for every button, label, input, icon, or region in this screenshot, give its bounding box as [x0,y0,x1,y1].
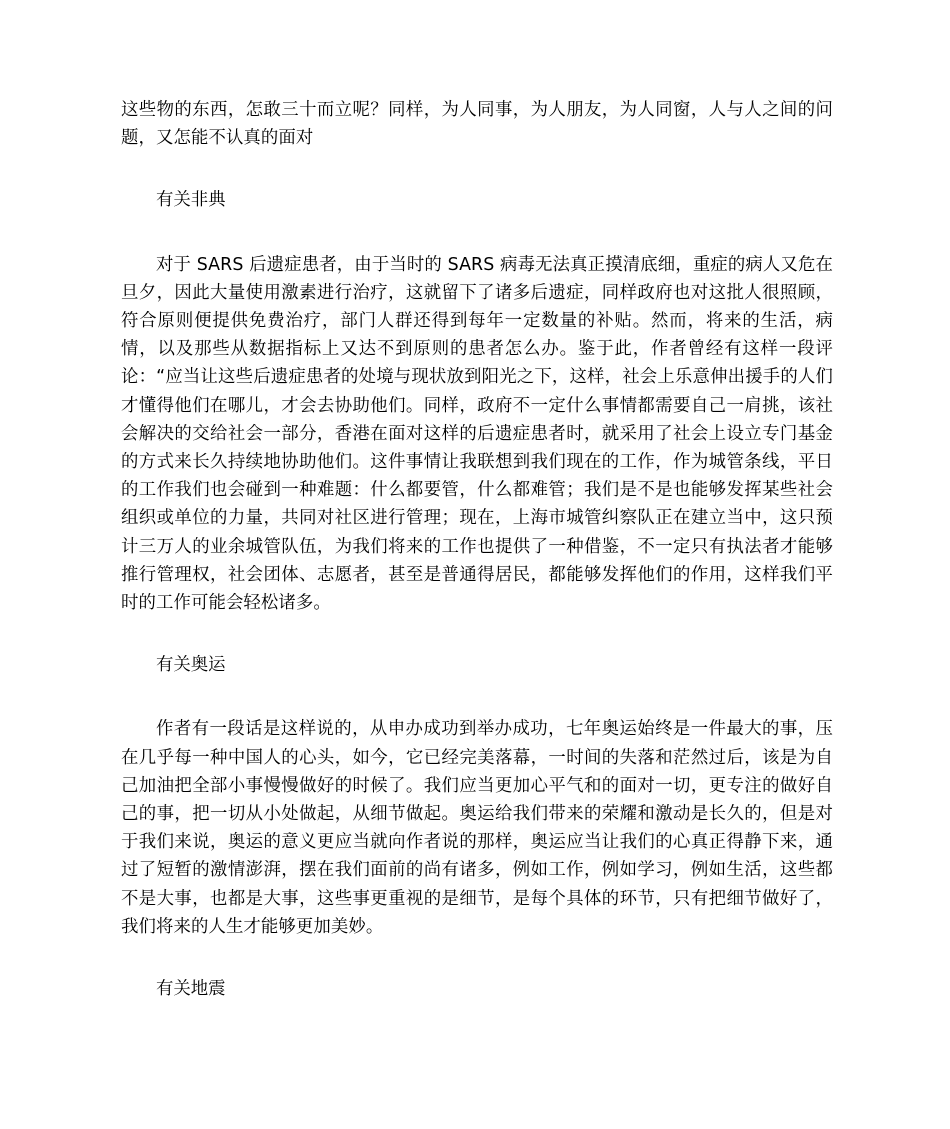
document-page [121,96,833,1003]
section-heading-olympics: 有关奥运 [156,655,226,676]
intro-paragraph: 这些物的东西，怎敢三十而立呢？同样，为人同事，为人朋友，为人同窗，人与人之间的问题，又怎能不认真的面对 [121,100,833,149]
section-heading-sars: 有关非典 [156,190,226,211]
sars-paragraph: 对于 SARS 后遗症患者，由于当时的 SARS 病毒无法真正摸清底细，重症的病人又危在旦夕，因此大量使用激素进行治疗，这就留下了诸多后遗症，同样政府也对这批人很照顾，符合原则便提供免费治疗，部门人群还得到每年一定数量的补贴。然而，将来的生活，病情，以及那些从数据指标上又达不到原则的患者怎么办。鉴于此，作者曾经有这样一段评论：“应当让这些后遗症患者的处境与现状放到阳光之下，这样，社会上乐意伸出援手的人们才懂得他们在哪儿，才会去协助他们。同样，政府不一定什么事情都需要自己一肩挑，该社会解决的交给社会一部分，香港在面对这样的后遗症患者时，就采用了社会上设立专门基金的方式来长久持续地协助他们。这件事情让我联想到我们现在的工作，作为城管条线，平日的工作我们也会碰到一种难题：什么都要管，什么都难管；我们是不是也能够发挥某些社会组织或单位的力量，共同对社区进行管理；现在，上海市城管纠察队正在建立当中，这只预计三万人的业余城管队伍，为我们将来的工作也提供了一种借鉴，不一定只有执法者才能够推行管理权，社会团体、志愿者，甚至是普通得居民，都能够发挥他们的作用，这样我们平时的工作可能会轻松诸多。 [121,254,833,614]
section-heading-earthquake: 有关地震 [156,979,226,1000]
olympics-paragraph: 作者有一段话是这样说的，从申办成功到举办成功，七年奥运始终是一件最大的事，压在几乎每一种中国人的心头，如今，它已经完美落幕，一时间的失落和茫然过后，该是为自己加油把全部小事慢慢做好的时候了。我们应当更加心平气和的面对一切，更专注的做好自己的事，把一切从小处做起，从细节做起。奥运给我们带来的荣耀和激动是长久的，但是对于我们来说，奥运的意义更应当就向作者说的那样，奥运应当让我们的心真正得静下来，通过了短暂的激情澎湃，摆在我们面前的尚有诸多，例如工作，例如学习，例如生活，这些都不是大事，也都是大事，这些事更重视的是细节，是每个具体的环节，只有把细节做好了，我们将来的人生才能够更加美妙。 [121,719,833,937]
